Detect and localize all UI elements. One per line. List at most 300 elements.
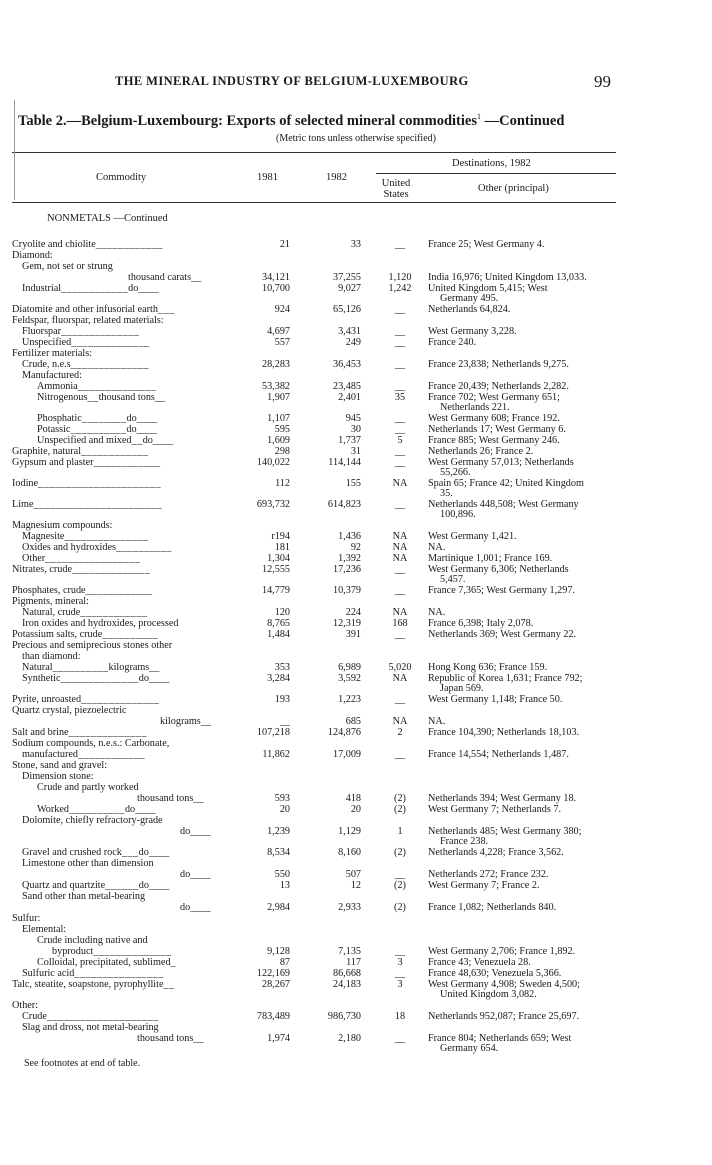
value-united-states: 35 — [394, 392, 406, 403]
value-1982: 986,730 — [327, 1011, 361, 1022]
commodity-cell — [22, 881, 169, 891]
other-destinations — [428, 980, 628, 1001]
value-1981: 12,555 — [261, 564, 290, 575]
commodity-cell — [37, 425, 157, 435]
other-destinations — [428, 695, 628, 705]
value-1981: r194 — [271, 531, 290, 542]
other-destinations — [428, 958, 628, 968]
unit-label: do____ — [124, 804, 156, 815]
value-united-states: __ — [394, 381, 406, 392]
value-1982: 1,223 — [338, 694, 361, 705]
commodity-label: Slag and dross, not metal-bearing — [22, 1022, 159, 1033]
value-united-states: __ — [394, 304, 406, 315]
commodity-cell — [12, 1001, 38, 1011]
value-1981: 924 — [274, 304, 290, 315]
value-united-states: __ — [394, 968, 406, 979]
commodity-label: Quartz and quartzite — [22, 880, 106, 891]
value-1982: 92 — [350, 542, 361, 553]
commodity-cell — [160, 717, 211, 727]
commodity-cell — [22, 284, 159, 294]
other-destinations — [428, 447, 628, 457]
other-destinations-line1: France 1,082; Netherlands 840. — [428, 902, 557, 913]
leader-dots: _______________________ — [33, 499, 163, 510]
value-united-states: __ — [394, 413, 406, 424]
value-1981: 140,022 — [256, 457, 290, 468]
commodity-cell — [22, 892, 145, 902]
table-title-text: Table 2.—Belgium-Luxembourg: Exports of selected mineral commodities — [18, 112, 477, 129]
commodity-label: Potassic — [37, 424, 71, 435]
commodity-label: Oxides and hydroxides — [22, 542, 116, 553]
value-1982: 3,592 — [338, 673, 361, 684]
other-destinations — [428, 728, 628, 738]
leader-dots: ____________ — [93, 457, 161, 468]
other-destinations-line2: United Kingdom 3,082. — [440, 989, 537, 1001]
commodity-label: Cryolite and chiolite — [12, 239, 96, 250]
commodity-label: Other — [22, 553, 46, 564]
commodity-label: Fertilizer materials: — [12, 348, 93, 359]
unit-label: thousand tons__ — [98, 392, 166, 403]
value-united-states: 2 — [397, 727, 403, 738]
value-united-states: 1 — [397, 826, 403, 837]
value-united-states: __ — [394, 694, 406, 705]
other-destinations-line1: West Germany 2,706; France 1,892. — [428, 946, 576, 957]
other-destinations — [428, 425, 628, 435]
commodity-cell — [12, 500, 162, 510]
commodity-label: Crude and partly worked — [37, 782, 139, 793]
commodity-label: Magnesite — [22, 531, 65, 542]
value-1981: 14,779 — [261, 585, 290, 596]
commodity-cell — [22, 663, 159, 673]
other-destinations-line1: West Germany 57,013; Netherlands — [428, 457, 574, 468]
commodity-cell — [22, 674, 169, 684]
leader-dots: ______________________ — [38, 478, 162, 489]
value-1982: 6,989 — [338, 662, 361, 673]
other-destinations-line1: Republic of Korea 1,631; France 792; — [428, 673, 583, 684]
value-united-states: __ — [394, 446, 406, 457]
commodity-cell — [52, 947, 172, 957]
commodity-cell — [22, 608, 147, 618]
value-1982: 30 — [350, 424, 361, 435]
commodity-cell — [12, 240, 163, 250]
other-destinations — [428, 1012, 628, 1022]
leader-dots: ______ — [105, 880, 139, 891]
commodity-cell — [37, 805, 156, 815]
value-1982: 3,431 — [338, 326, 361, 337]
other-destinations-line1: France 7,365; West Germany 1,297. — [428, 585, 575, 596]
leader-dots: ________________ — [74, 968, 164, 979]
value-united-states: 18 — [394, 1011, 406, 1022]
commodity-cell — [137, 1034, 204, 1044]
leader-dots: __ — [163, 979, 175, 990]
commodity-label: Pigments, mineral: — [12, 596, 89, 607]
value-1981: 3,284 — [267, 673, 290, 684]
unit-label: do____ — [180, 826, 211, 837]
leader-dots: ______________ — [93, 946, 172, 957]
value-united-states: NA — [392, 531, 408, 542]
value-1982: 20 — [350, 804, 361, 815]
other-destinations-line2: 55,266. — [440, 467, 471, 479]
commodity-label: Crude, n.e.s — [22, 359, 71, 370]
other-destinations-line1: Netherlands 369; West Germany 22. — [428, 629, 577, 640]
commodity-label: Unspecified and mixed — [37, 435, 132, 446]
leader-dots: __________ — [52, 662, 109, 673]
commodity-cell — [22, 1023, 159, 1033]
commodity-cell — [22, 619, 178, 629]
commodity-label: Iron oxides and hydroxides, processed — [22, 618, 179, 629]
commodity-label: Sulfuric acid — [22, 968, 75, 979]
commodity-label: Graphite, natural — [12, 446, 82, 457]
commodity-cell — [22, 772, 94, 782]
leader-dots: ____________ — [85, 585, 153, 596]
commodity-label: Talc, steatite, soapstone, pyrophyllite — [12, 979, 164, 990]
other-destinations-line1: West Germany 4,908; Sweden 4,500; — [428, 979, 580, 990]
leader-dots: ____________ — [61, 283, 129, 294]
commodity-label: Lime — [12, 499, 34, 510]
leader-dots: ____________ — [81, 446, 149, 457]
value-1981: 193 — [274, 694, 290, 705]
commodity-cell — [12, 479, 161, 489]
leader-dots: ______________ — [71, 564, 151, 575]
unit-label: do____ — [180, 902, 211, 913]
value-1981: 8,765 — [267, 618, 290, 629]
other-destinations-line1: France 6,398; Italy 2,078. — [428, 618, 534, 629]
value-1981: 593 — [274, 793, 290, 804]
value-united-states: __ — [394, 629, 406, 640]
leader-dots: _ — [170, 957, 177, 968]
column-header-1982: 1982 — [326, 172, 347, 183]
commodity-label: Gypsum and plaster — [12, 457, 94, 468]
commodity-cell — [12, 521, 112, 531]
leader-dots: ______________ — [81, 694, 160, 705]
commodity-label: Unspecified — [22, 337, 72, 348]
commodity-label: Gem, not set or strung — [22, 261, 113, 272]
value-1982: 1,436 — [338, 531, 361, 542]
other-destinations-line1: Netherlands 448,508; West Germany — [428, 499, 579, 510]
value-1981: 122,169 — [256, 968, 290, 979]
other-destinations-line1: France 885; West Germany 246. — [428, 435, 560, 446]
value-1982: 8,160 — [338, 847, 361, 858]
commodity-label: Ammonia — [37, 381, 78, 392]
other-destinations — [428, 805, 628, 815]
commodity-label: Limestone other than dimension — [22, 858, 154, 869]
commodity-label: Industrial — [22, 283, 62, 294]
commodity-cell — [12, 761, 107, 771]
other-destinations-line1: Hong Kong 636; France 159. — [428, 662, 548, 673]
value-1982: 10,379 — [332, 585, 361, 596]
value-1981: 2,984 — [267, 902, 290, 913]
other-destinations-line2: 35. — [440, 488, 453, 500]
leader-dots: ____________________ — [46, 1011, 159, 1022]
value-1981: 8,534 — [267, 847, 290, 858]
other-destinations-line1: India 16,976; United Kingdom 13,033. — [428, 272, 587, 283]
other-destinations-line1: Netherlands 272; France 232. — [428, 869, 549, 880]
commodity-label: Diatomite and other infusorial earth — [12, 304, 158, 315]
value-1982: 2,401 — [338, 392, 361, 403]
value-1981: 1,304 — [267, 553, 290, 564]
commodity-cell — [22, 543, 172, 553]
commodity-cell — [180, 827, 211, 837]
commodity-label: Colloidal, precipitated, sublimed — [37, 957, 171, 968]
value-united-states: NA — [392, 716, 408, 727]
commodity-cell — [37, 783, 139, 793]
commodity-cell — [37, 414, 157, 424]
value-1982: 2,933 — [338, 902, 361, 913]
value-1981: 1,609 — [267, 435, 290, 446]
commodity-label: Nitrates, crude — [12, 564, 72, 575]
commodity-label: Natural — [22, 662, 53, 673]
other-destinations — [428, 458, 628, 479]
value-united-states: (2) — [394, 793, 406, 804]
value-1982: 224 — [345, 607, 361, 618]
value-1982: 117 — [346, 957, 361, 968]
commodity-cell — [12, 316, 164, 326]
commodity-label: than diamond: — [22, 651, 81, 662]
commodity-label: Elemental: — [22, 924, 67, 935]
value-united-states: NA — [392, 542, 408, 553]
value-1981: 298 — [274, 446, 290, 457]
other-destinations-line1: West Germany 7; France 2. — [428, 880, 540, 891]
value-1982: 249 — [345, 337, 361, 348]
other-destinations — [428, 479, 628, 500]
value-1982: 1,129 — [338, 826, 361, 837]
leader-dots: ______________ — [77, 381, 157, 392]
commodity-cell — [12, 305, 175, 315]
value-1982: 614,823 — [327, 499, 361, 510]
commodity-label: Magnesium compounds: — [12, 520, 113, 531]
commodity-cell — [12, 586, 153, 596]
footnote-reference: See footnotes at end of table. — [24, 1058, 141, 1069]
other-destinations-line1: Martinique 1,001; France 169. — [428, 553, 553, 564]
commodity-cell — [37, 382, 156, 392]
other-destinations-line1: France 104,390; Netherlands 18,103. — [428, 727, 580, 738]
value-1982: 114,144 — [328, 457, 361, 468]
leader-dots: _______________ — [64, 531, 149, 542]
other-destinations — [428, 382, 628, 392]
other-destinations-line1: Netherlands 952,087; France 25,697. — [428, 1011, 580, 1022]
unit-label: do____ — [128, 283, 159, 294]
value-1981: 10,700 — [261, 283, 290, 294]
value-1982: 12,319 — [332, 618, 361, 629]
value-1982: 507 — [345, 869, 361, 880]
other-destinations — [428, 565, 628, 586]
value-1981: 1,974 — [267, 1033, 290, 1044]
value-1981: 112 — [275, 478, 290, 489]
other-destinations — [428, 393, 628, 414]
value-1981: 557 — [274, 337, 290, 348]
leader-dots: ____________ — [80, 607, 148, 618]
commodity-cell — [128, 273, 201, 283]
other-destinations-line1: Netherlands 394; West Germany 18. — [428, 793, 577, 804]
other-destinations — [428, 794, 628, 804]
commodity-cell — [37, 958, 176, 968]
value-united-states: __ — [394, 499, 406, 510]
column-header-destinations: Destinations, 1982 — [452, 158, 531, 169]
value-1981: 28,267 — [261, 979, 290, 990]
commodity-cell — [12, 565, 150, 575]
commodity-cell — [22, 327, 139, 337]
value-united-states: __ — [394, 337, 406, 348]
other-destinations-line1: France 23,838; Netherlands 9,275. — [428, 359, 569, 370]
other-destinations-line1: NA. — [428, 542, 446, 553]
unit-label: do____ — [126, 413, 158, 424]
commodity-cell — [22, 969, 164, 979]
commodity-cell — [22, 360, 149, 370]
commodity-cell — [22, 1012, 159, 1022]
commodity-label: Dimension stone: — [22, 771, 94, 782]
commodity-label: Iodine — [12, 478, 39, 489]
value-1982: 685 — [345, 716, 361, 727]
other-destinations — [428, 305, 628, 315]
value-united-states: __ — [394, 424, 406, 435]
other-destinations — [428, 338, 628, 348]
commodity-label: Crude — [22, 1011, 47, 1022]
commodity-label: manufactured — [22, 749, 79, 760]
page-number: 99 — [594, 72, 611, 91]
other-destinations — [428, 543, 628, 553]
value-1981: 693,732 — [256, 499, 290, 510]
other-destinations — [428, 619, 628, 629]
commodity-cell — [12, 630, 158, 640]
value-1982: 33 — [350, 239, 361, 250]
commodity-label: Precious and semiprecious stones other — [12, 640, 173, 651]
value-united-states: 5 — [397, 435, 403, 446]
value-1981: 107,218 — [256, 727, 290, 738]
commodity-label: Quartz crystal, piezoelectric — [12, 705, 127, 716]
other-destinations — [428, 947, 628, 957]
other-destinations-line1: France 20,439; Netherlands 2,282. — [428, 381, 569, 392]
commodity-label: Worked — [37, 804, 69, 815]
other-destinations — [428, 630, 628, 640]
commodity-cell — [180, 870, 211, 880]
value-1981: 21 — [279, 239, 290, 250]
leader-dots: ________ — [81, 413, 127, 424]
leader-dots: ______________ — [68, 727, 147, 738]
column-header-1981: 1981 — [257, 172, 278, 183]
other-destinations — [428, 360, 628, 370]
commodity-cell — [22, 371, 82, 381]
value-united-states: (2) — [394, 902, 406, 913]
other-destinations — [428, 870, 628, 880]
value-1981: 181 — [274, 542, 290, 553]
commodity-label: Natural, crude — [22, 607, 81, 618]
other-destinations — [428, 327, 628, 337]
other-destinations — [428, 608, 628, 618]
value-1982: 86,668 — [332, 968, 361, 979]
section-heading: NONMETALS —Continued — [47, 213, 168, 224]
commodity-label: Gravel and crushed rock — [22, 847, 122, 858]
unit-label: kilograms__ — [160, 716, 211, 727]
value-1982: 418 — [345, 793, 361, 804]
other-destinations-line1: West Germany 3,228. — [428, 326, 517, 337]
value-1981: 34,121 — [261, 272, 290, 283]
commodity-label: Manufactured: — [22, 370, 82, 381]
unit-label: do____ — [126, 424, 157, 435]
value-1982: 31 — [350, 446, 361, 457]
value-1982: 37,255 — [332, 272, 361, 283]
other-destinations-line2: Japan 569. — [440, 683, 484, 695]
value-1981: 1,107 — [267, 413, 290, 424]
leader-dots: __________ — [69, 804, 125, 815]
commodity-label: Diamond: — [12, 250, 53, 261]
unit-label: kilograms__ — [108, 662, 160, 673]
value-1982: 12 — [350, 880, 361, 891]
leader-dots: _________________ — [45, 553, 141, 564]
value-1982: 1,737 — [338, 435, 361, 446]
other-destinations-line1: Spain 65; France 42; United Kingdom — [428, 478, 584, 489]
value-united-states: NA — [392, 607, 408, 618]
commodity-label: byproduct — [52, 946, 94, 957]
other-destinations — [428, 1034, 628, 1055]
table-subtitle: (Metric tons unless otherwise specified) — [276, 133, 436, 144]
other-destinations-line1: West Germany 1,148; France 50. — [428, 694, 563, 705]
commodity-cell — [22, 338, 150, 348]
value-1981: 87 — [279, 957, 290, 968]
other-destinations-line1: France 25; West Germany 4. — [428, 239, 545, 250]
value-1982: 124,876 — [327, 727, 361, 738]
value-united-states: 1,242 — [388, 283, 412, 294]
value-1982: 24,183 — [332, 979, 361, 990]
other-destinations — [428, 554, 628, 564]
leader-dots: ______________ — [70, 359, 149, 370]
other-destinations-line2: France 238. — [440, 836, 489, 848]
commodity-cell — [12, 914, 40, 924]
other-destinations — [428, 532, 628, 542]
value-1982: 9,027 — [338, 283, 361, 294]
value-1982: 1,392 — [338, 553, 361, 564]
value-1981: 13 — [279, 880, 290, 891]
commodity-label: Feldspar, fluorspar, related materials: — [12, 315, 164, 326]
value-1981: 9,128 — [267, 946, 290, 957]
value-united-states: __ — [394, 564, 406, 575]
commodity-cell — [22, 750, 145, 760]
table-title-footnote-mark: 1 — [477, 112, 481, 121]
commodity-label: Potassium salts, crude — [12, 629, 103, 640]
column-header-us-line2: States — [383, 189, 409, 200]
other-destinations — [428, 881, 628, 891]
other-destinations — [428, 903, 628, 913]
other-destinations-line2: Netherlands 221. — [440, 402, 510, 414]
other-destinations-line1: West Germany 608; France 192. — [428, 413, 560, 424]
other-destinations-line1: France 804; Netherlands 659; West — [428, 1033, 572, 1044]
unit-label: thousand tons__ — [137, 1033, 204, 1044]
commodity-cell — [12, 458, 161, 468]
commodity-label: Salt and brine — [12, 727, 69, 738]
value-1982: 36,453 — [332, 359, 361, 370]
value-1982: 2,180 — [338, 1033, 361, 1044]
commodity-label: Sodium compounds, n.e.s.: Carbonate, — [12, 738, 170, 749]
value-united-states: __ — [394, 869, 406, 880]
leader-dots: ______________ — [71, 337, 150, 348]
commodity-cell — [12, 597, 89, 607]
value-united-states: 168 — [392, 618, 408, 629]
other-destinations-line1: France 702; West Germany 651; — [428, 392, 560, 403]
table-title-suffix: —Continued — [484, 112, 565, 129]
value-1981: 120 — [274, 607, 290, 618]
commodity-cell — [12, 728, 147, 738]
commodity-cell — [12, 251, 53, 261]
leader-dots: ___ — [121, 847, 139, 858]
other-destinations-line1: Netherlands 4,228; France 3,562. — [428, 847, 564, 858]
other-destinations — [428, 414, 628, 424]
leader-dots: ______________ — [60, 673, 139, 684]
column-header-commodity: Commodity — [96, 172, 147, 183]
value-united-states: __ — [394, 946, 406, 957]
leader-dots: ___ — [157, 304, 175, 315]
value-united-states: NA — [392, 673, 408, 684]
running-title: THE MINERAL INDUSTRY OF BELGIUM-LUXEMBOURG — [115, 74, 469, 88]
value-united-states: 3 — [397, 979, 403, 990]
value-1981: 1,907 — [267, 392, 290, 403]
